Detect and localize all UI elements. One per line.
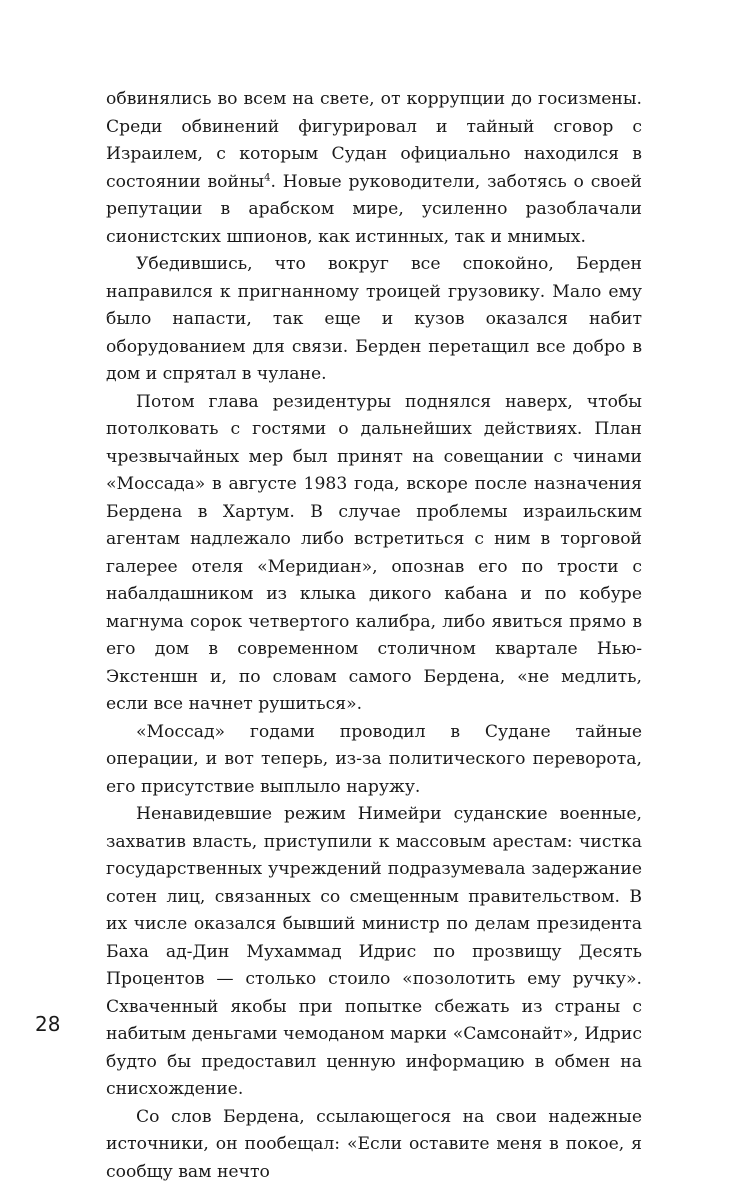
paragraph-5: Ненавидевшие режим Нимейри суданские военные, захватив власть, приступили к массовым арестам: чистка государственных учреждений подразумевала задержание сотен лиц, связанных со смещенным правительством. В их числе оказался бывший министр по делам президента Баха ад-Дин Мухаммад Идрис по прозвищу Десять Процентов — столько стоило «позолотить ему ручку». Схваченный якобы при попытке сбежать из страны с набитым деньгами чемоданом марки «Самсонайт», Идрис будто бы предоставил ценную информацию в обмен на снисхождение. [106,801,642,1104]
paragraph-4: «Моссад» годами проводил в Судане тайные операции, и вот теперь, из-за политического переворота, его присутствие выплыло наружу. [106,719,642,802]
page-number: 28 [35,1012,60,1036]
footnote-marker[interactable]: 4 [264,172,270,183]
paragraph-6: Со слов Бердена, ссылающегося на свои надежные источники, он пообещал: «Если оставите меня в покое, я сообщу вам нечто [106,1104,642,1186]
paragraph-2: Убедившись, что вокруг все спокойно, Берден направился к пригнанному троицей грузовику. Мало ему было напасти, так еще и кузов оказался набит оборудованием для связи. Берден перетащил все добро в дом и спрятал в чулане. [106,251,642,389]
paragraph-1-text-after: . Новые руководители, заботясь о своей репутации в арабском мире, усиленно разоблачали сионистских шпионов, как истинных, так и мнимых. [106,172,642,247]
body-text [106,86,642,1186]
paragraph-1 [106,86,642,251]
paragraph-1-text: обвинялись во всем на свете, от коррупции до госизмены. Среди обвинений фигурировал и тайный сговор с Израилем, с которым Судан официально находился в состоянии войны [106,89,642,192]
paragraph-3: Потом глава резидентуры поднялся наверх, чтобы потолковать с гостями о дальнейших действиях. План чрезвычайных мер был принят на совещании с чинами «Моссада» в августе 1983 года, вскоре после назначения Бердена в Хартум. В случае проблемы израильским агентам надлежало либо встретиться с ним в торговой галерее отеля «Меридиан», опознав его по трости с набалдашником из клыка дикого кабана и по кобуре магнума сорок четвертого калибра, либо явиться прямо в его дом в современном столичном квартале Нью-Экстеншн и, по словам самого Бердена, «не медлить, если все начнет рушиться». [106,389,642,719]
